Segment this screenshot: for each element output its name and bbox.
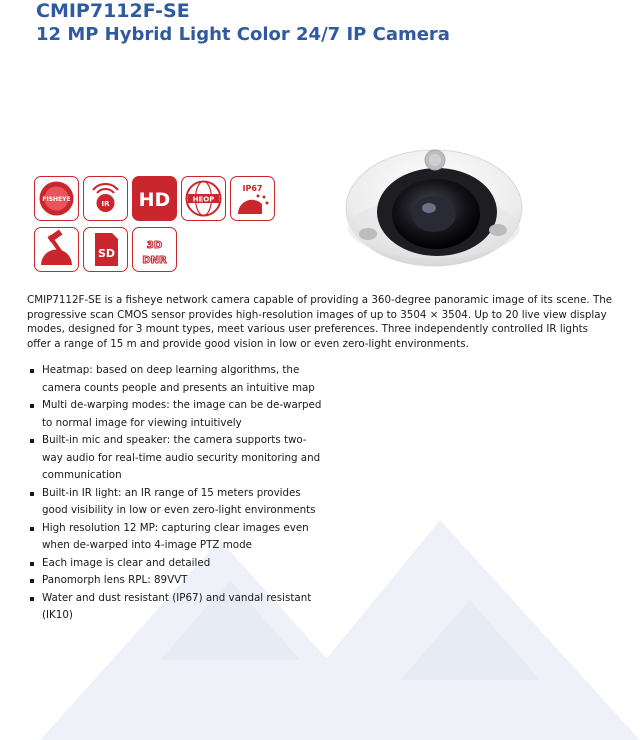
sd-card-icon (83, 227, 128, 272)
ip67-label: IP67 (242, 184, 263, 193)
bullet-icon (30, 439, 34, 443)
list-item: Built-in IR light: an IR range of 15 meters provides good visibility in low or even zero-light environments (27, 485, 327, 520)
ip67-icon (230, 176, 275, 221)
vandal-proof-icon (34, 227, 79, 272)
list-item: High resolution 12 MP: capturing clear images even when de-warped into 4-image PTZ mode (27, 520, 327, 555)
list-item: Each image is clear and detailed (27, 555, 327, 573)
list-item: Multi de-warping modes: the image can be de-warped to normal image for viewing intuitively (27, 397, 327, 432)
ir-icon (83, 176, 128, 221)
svg-text:3D: 3D (146, 240, 163, 251)
bullet-icon (30, 527, 34, 531)
bullet-icon (30, 597, 34, 601)
bullet-icon (30, 404, 34, 408)
list-item: Heatmap: based on deep learning algorithms, the camera counts people and presents an intuitive map (27, 362, 327, 397)
bullet-icon (30, 369, 34, 373)
fisheye-label: FISHEYE (42, 196, 71, 203)
3d-dnr-label: 3D DNR (154, 269, 159, 270)
fisheye-camera-image (338, 130, 528, 270)
svg-text:DNR: DNR (142, 255, 167, 266)
bullet-icon (30, 492, 34, 496)
page-header (36, 0, 450, 47)
bullet-icon (30, 562, 34, 566)
feature-list (27, 362, 327, 625)
bullet-icon (30, 579, 34, 583)
product-subtitle: 12 MP Hybrid Light Color 24/7 IP Camera (36, 24, 450, 45)
sd-label: SD (97, 247, 116, 260)
heop-icon (181, 176, 226, 221)
hd-icon (132, 176, 177, 221)
list-item: Panomorph lens RPL: 89VVT (27, 572, 327, 590)
product-description: CMIP7112F-SE is a fisheye network camera capable of providing a 360-degree panoramic image of its scene. The progressive scan CMOS sensor provides high-resolution images of up to 3504 × 3504. Up to 20 live view display modes, designed for 3 mount types, meet various user preferences. Three independently controlled IR lights offer a range of 15 m and provide good vision in low or even zero-light environments. (27, 294, 613, 350)
fisheye-icon (34, 176, 79, 221)
list-item: Built-in mic and speaker: the camera supports two-way audio for real-time audio security monitoring and communication (27, 432, 327, 485)
list-item: Water and dust resistant (IP67) and vandal resistant (IK10) (27, 590, 327, 625)
heop-label: HEOP (192, 195, 215, 204)
model-title: CMIP7112F-SE (36, 0, 190, 22)
ir-label: IR (101, 200, 110, 208)
3d-dnr-icon (132, 227, 177, 272)
hd-label: HD (138, 189, 171, 211)
